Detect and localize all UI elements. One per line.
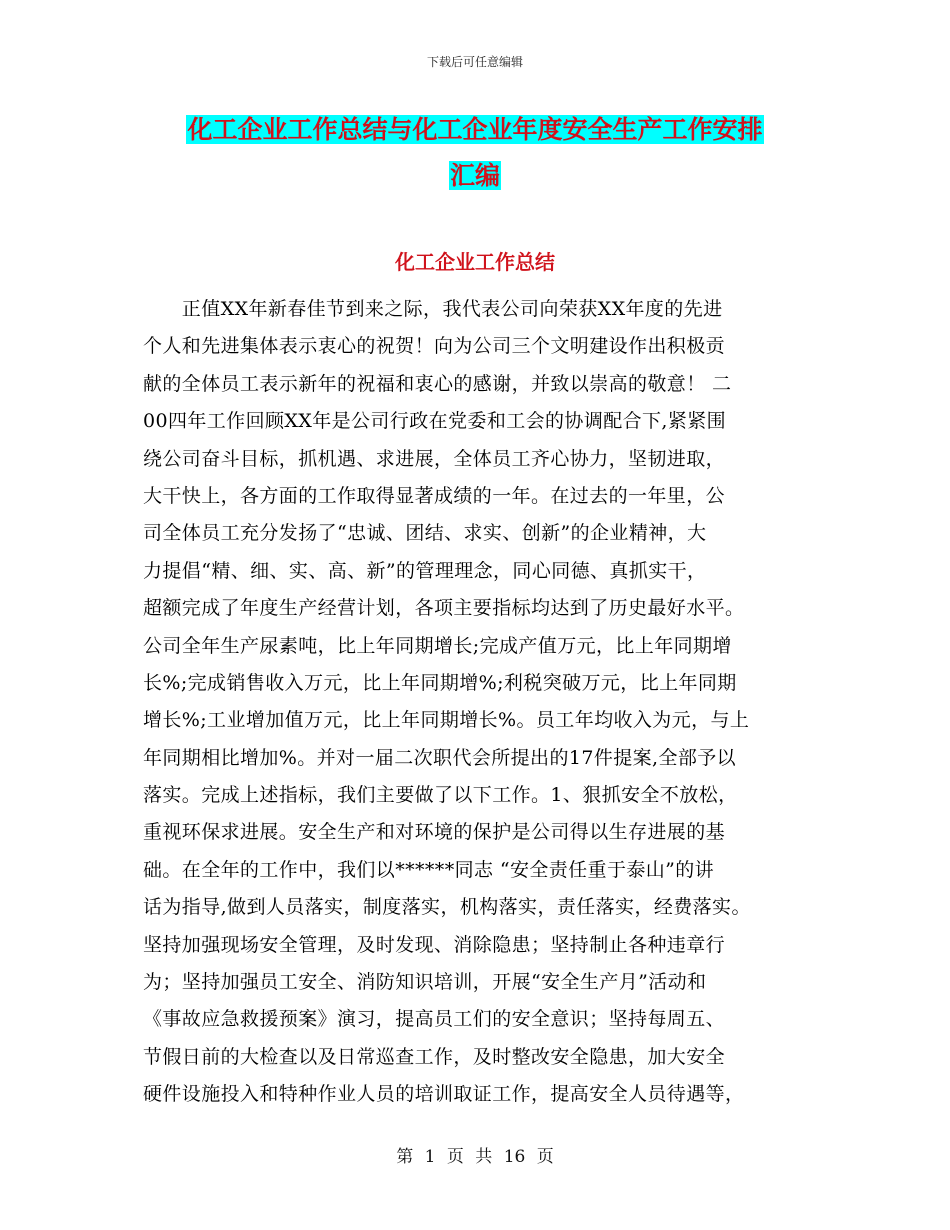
body-line: 司全体员工充分发扬了“忠诚、团结、求实、创新”的企业精神，大: [143, 522, 707, 545]
body-line: 重视环保求进展。安全生产和对环境的保护是公司得以生存进展的基: [143, 821, 726, 844]
document-title-text-2: 汇编: [449, 161, 500, 190]
page-header-note: 下载后可任意编辑: [426, 55, 523, 69]
body-text: [143, 291, 823, 1114]
document-title-line-1: [0, 113, 950, 147]
body-line: 话为指导,做到人员落实，制度落实，机构落实，责任落实，经费落实。: [143, 896, 751, 919]
section-title: 化工企业工作总结: [395, 250, 555, 274]
body-line: 节假日前的大检查以及日常巡查工作，及时整改安全隐患，加大安全: [143, 1045, 726, 1068]
body-line: 献的全体员工表示新年的祝福和衷心的感谢，并致以崇高的敬意！ 二: [143, 372, 732, 395]
body-line: 00四年工作回顾XX年是公司行政在党委和工会的协调配合下,紧紧围: [143, 410, 727, 433]
document-title-text-1: 化工企业工作总结与化工企业年度安全生产工作安排: [187, 115, 763, 144]
body-line: 长%;完成销售收入万元，比上年同期增%;利税突破万元，比上年同期: [143, 671, 737, 694]
body-line: 《事故应急救援预案》演习，提高员工们的安全意识；坚持每周五、: [143, 1008, 726, 1031]
page-footer-page-number: 第 1 页 共 16 页: [396, 1147, 554, 1167]
body-line: 大干快上，各方面的工作取得显著成绩的一年。在过去的一年里，公: [143, 484, 726, 507]
body-line: 硬件设施投入和特种作业人员的培训取证工作，提高安全人员待遇等，: [143, 1083, 745, 1106]
body-line: 公司全年生产尿素吨，比上年同期增长;完成产值万元，比上年同期增: [143, 634, 732, 657]
body-line: 超额完成了年度生产经营计划，各项主要指标均达到了历史最好水平。: [143, 597, 745, 620]
document-title-line-2: [0, 159, 950, 193]
body-line: 坚持加强现场安全管理，及时发现、消除隐患；坚持制止各种违章行: [143, 933, 726, 956]
body-line: 年同期相比增加%。并对一届二次职代会所提出的17件提案,全部予以: [143, 746, 737, 769]
body-line: 正值XX年新春佳节到来之际，我代表公司向荣获XX年度的先进: [143, 298, 723, 320]
body-line: 绕公司奋斗目标，抓机遇、求进展，全体员工齐心协力，坚韧进取，: [143, 447, 726, 470]
body-line: 为；坚持加强员工安全、消防知识培训，开展“安全生产月”活动和: [143, 971, 707, 994]
body-line: 础。在全年的工作中，我们以******同志 “安全责任重于泰山”的讲: [143, 858, 715, 881]
body-line: 个人和先进集体表示衷心的祝贺！向为公司三个文明建设作出积极贡: [143, 335, 726, 358]
body-line: 落实。完成上述指标，我们主要做了以下工作。1、狠抓安全不放松，: [143, 784, 738, 807]
body-line: 增长%;工业增加值万元，比上年同期增长%。员工年均收入为元，与上: [143, 709, 750, 732]
body-line: 力提倡“精、细、实、高、新”的管理理念，同心同德、真抓实干，: [143, 559, 707, 582]
